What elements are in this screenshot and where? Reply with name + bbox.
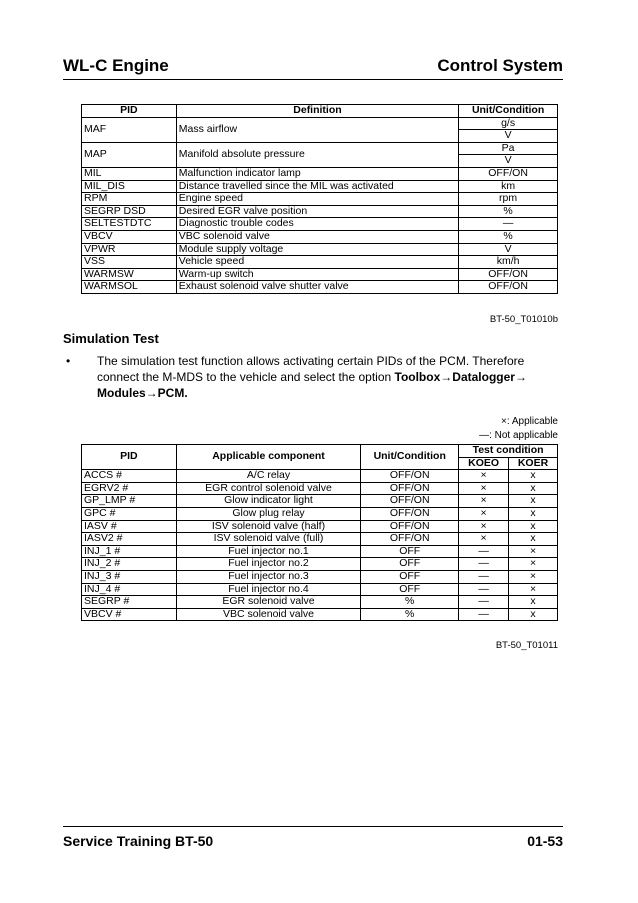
section-title: Simulation Test <box>63 331 159 346</box>
menu-path-toolbox: Toolbox <box>394 370 441 384</box>
definition-cell: Warm-up switch <box>176 268 458 281</box>
table-row <box>82 205 558 218</box>
table-row <box>82 470 558 483</box>
bullet-text-main: The simulation test function allows activating certain PIDs of the PCM. Therefore connect the M-MDS to the vehicle and select the option <box>97 354 525 384</box>
table1-reference: BT-50_T01010b <box>489 314 558 325</box>
pid-cell: VBCV <box>82 230 177 243</box>
koer-cell: × <box>509 545 558 558</box>
unit-cell: g/s <box>459 117 558 130</box>
arrow-icon: → <box>440 370 453 384</box>
component-cell: Fuel injector no.4 <box>176 583 361 596</box>
pid-cell: GP_LMP # <box>82 495 177 508</box>
unit-cell: % <box>361 608 459 621</box>
definition-cell: Mass airflow <box>176 117 458 142</box>
col-header-unit: Unit/Condition <box>361 445 459 470</box>
component-cell: VBC solenoid valve <box>176 608 361 621</box>
menu-path-modules: Modules <box>97 386 146 400</box>
col-header-unit: Unit/Condition <box>459 105 558 118</box>
unit-cell: OFF <box>361 570 459 583</box>
pid-cell: IASV2 # <box>82 533 177 546</box>
unit-cell: OFF <box>361 545 459 558</box>
component-cell: A/C relay <box>176 470 361 483</box>
koer-cell: × <box>509 570 558 583</box>
component-cell: ISV solenoid valve (half) <box>176 520 361 533</box>
pid-cell: MAP <box>82 142 177 167</box>
unit-cell: OFF/ON <box>361 482 459 495</box>
component-cell: Glow plug relay <box>176 507 361 520</box>
pid-table-body <box>82 117 558 293</box>
koeo-cell: — <box>459 570 509 583</box>
table-row <box>82 482 558 495</box>
definition-cell: Desired EGR valve position <box>176 205 458 218</box>
pid-cell: SELTESTDTC <box>82 218 177 231</box>
pid-cell: INJ_3 # <box>82 570 177 583</box>
definition-cell: Distance travelled since the MIL was activated <box>176 180 458 193</box>
table-row <box>82 117 558 130</box>
unit-cell: OFF/ON <box>361 507 459 520</box>
component-cell: EGR control solenoid valve <box>176 482 361 495</box>
table-row <box>82 167 558 180</box>
legend-applicable: ×: Applicable <box>501 416 558 427</box>
simulation-table-body <box>82 470 558 621</box>
component-cell: Fuel injector no.1 <box>176 545 361 558</box>
pid-definition-table <box>81 104 558 294</box>
unit-cell: V <box>459 243 558 256</box>
simulation-test-table <box>81 444 558 621</box>
unit-cell: % <box>459 205 558 218</box>
table-row <box>82 243 558 256</box>
table-row <box>82 218 558 231</box>
definition-cell: Vehicle speed <box>176 256 458 269</box>
pid-cell: EGRV2 # <box>82 482 177 495</box>
table-row <box>82 558 558 571</box>
table-row <box>82 570 558 583</box>
koer-cell: x <box>509 482 558 495</box>
table-row <box>82 583 558 596</box>
koeo-cell: × <box>459 482 509 495</box>
pid-cell: INJ_4 # <box>82 583 177 596</box>
table-row <box>82 507 558 520</box>
menu-path-datalogger: Datalogger <box>452 370 515 384</box>
table-row <box>82 256 558 269</box>
table-row <box>82 180 558 193</box>
koeo-cell: × <box>459 520 509 533</box>
table-row <box>82 596 558 609</box>
pid-cell: SEGRP # <box>82 596 177 609</box>
bullet-text <box>97 353 542 401</box>
header-engine-title: WL-C Engine <box>63 56 169 75</box>
component-cell: Fuel injector no.3 <box>176 570 361 583</box>
definition-cell: VBC solenoid valve <box>176 230 458 243</box>
unit-cell: % <box>459 230 558 243</box>
component-cell: Fuel injector no.2 <box>176 558 361 571</box>
col-header-pid: PID <box>82 445 177 470</box>
koeo-cell: — <box>459 545 509 558</box>
unit-cell: % <box>361 596 459 609</box>
koer-cell: x <box>509 507 558 520</box>
pid-cell: INJ_2 # <box>82 558 177 571</box>
koeo-cell: × <box>459 507 509 520</box>
table-row <box>82 193 558 206</box>
unit-cell: rpm <box>459 193 558 206</box>
koer-cell: x <box>509 596 558 609</box>
pid-cell: VSS <box>82 256 177 269</box>
koer-cell: x <box>509 470 558 483</box>
koeo-cell: × <box>459 470 509 483</box>
footer-course-title: Service Training BT-50 <box>63 833 214 849</box>
koeo-cell: × <box>459 533 509 546</box>
page-number: 01-53 <box>527 833 563 849</box>
unit-cell: OFF <box>361 558 459 571</box>
page-footer <box>63 826 563 847</box>
unit-cell: OFF/ON <box>459 281 558 294</box>
unit-cell: OFF <box>361 583 459 596</box>
koeo-cell: — <box>459 558 509 571</box>
table-row <box>82 268 558 281</box>
koeo-cell: — <box>459 596 509 609</box>
koeo-cell: — <box>459 583 509 596</box>
col-header-definition: Definition <box>176 105 458 118</box>
menu-path-pcm: PCM. <box>157 386 188 400</box>
pid-cell: MIL_DIS <box>82 180 177 193</box>
legend-not-applicable: —: Not applicable <box>479 430 558 441</box>
unit-cell: OFF/ON <box>361 533 459 546</box>
table-row <box>82 608 558 621</box>
pid-cell: ACCS # <box>82 470 177 483</box>
component-cell: EGR solenoid valve <box>176 596 361 609</box>
pid-cell: MIL <box>82 167 177 180</box>
pid-cell: INJ_1 # <box>82 545 177 558</box>
pid-cell: RPM <box>82 193 177 206</box>
arrow-icon: → <box>514 370 527 384</box>
unit-cell: OFF/ON <box>459 167 558 180</box>
component-cell: ISV solenoid valve (full) <box>176 533 361 546</box>
table-row <box>82 281 558 294</box>
pid-cell: MAF <box>82 117 177 142</box>
component-cell: Glow indicator light <box>176 495 361 508</box>
koer-cell: × <box>509 583 558 596</box>
unit-cell: OFF/ON <box>361 495 459 508</box>
definition-cell: Diagnostic trouble codes <box>176 218 458 231</box>
koer-cell: x <box>509 608 558 621</box>
table-row <box>82 520 558 533</box>
header-section-title: Control System <box>437 56 563 75</box>
definition-cell: Engine speed <box>176 193 458 206</box>
col-header-koer: KOER <box>509 457 558 470</box>
bullet-dot: • <box>66 354 71 368</box>
pid-cell: WARMSOL <box>82 281 177 294</box>
pid-cell: SEGRP DSD <box>82 205 177 218</box>
pid-cell: GPC # <box>82 507 177 520</box>
unit-cell: V <box>459 130 558 143</box>
pid-cell: IASV # <box>82 520 177 533</box>
unit-cell: — <box>459 218 558 231</box>
unit-cell: OFF/ON <box>459 268 558 281</box>
koer-cell: x <box>509 533 558 546</box>
arrow-icon: → <box>145 386 158 400</box>
table-row <box>82 533 558 546</box>
col-header-component: Applicable component <box>176 445 361 470</box>
pid-cell: WARMSW <box>82 268 177 281</box>
unit-cell: V <box>459 155 558 168</box>
unit-cell: km <box>459 180 558 193</box>
table-row <box>82 230 558 243</box>
definition-cell: Malfunction indicator lamp <box>176 167 458 180</box>
table-row <box>82 142 558 155</box>
col-header-koeo: KOEO <box>459 457 509 470</box>
unit-cell: Pa <box>459 142 558 155</box>
definition-cell: Manifold absolute pressure <box>176 142 458 167</box>
definition-cell: Module supply voltage <box>176 243 458 256</box>
table-row <box>82 495 558 508</box>
unit-cell: OFF/ON <box>361 520 459 533</box>
koer-cell: x <box>509 520 558 533</box>
table2-reference: BT-50_T01011 <box>495 640 558 651</box>
pid-cell: VBCV # <box>82 608 177 621</box>
koer-cell: x <box>509 495 558 508</box>
koer-cell: × <box>509 558 558 571</box>
pid-cell: VPWR <box>82 243 177 256</box>
koeo-cell: — <box>459 608 509 621</box>
table-row <box>82 545 558 558</box>
koeo-cell: × <box>459 495 509 508</box>
unit-cell: km/h <box>459 256 558 269</box>
page-header <box>63 55 563 80</box>
definition-cell: Exhaust solenoid valve shutter valve <box>176 281 458 294</box>
col-header-test-condition: Test condition <box>459 445 558 458</box>
unit-cell: OFF/ON <box>361 470 459 483</box>
col-header-pid: PID <box>82 105 177 118</box>
